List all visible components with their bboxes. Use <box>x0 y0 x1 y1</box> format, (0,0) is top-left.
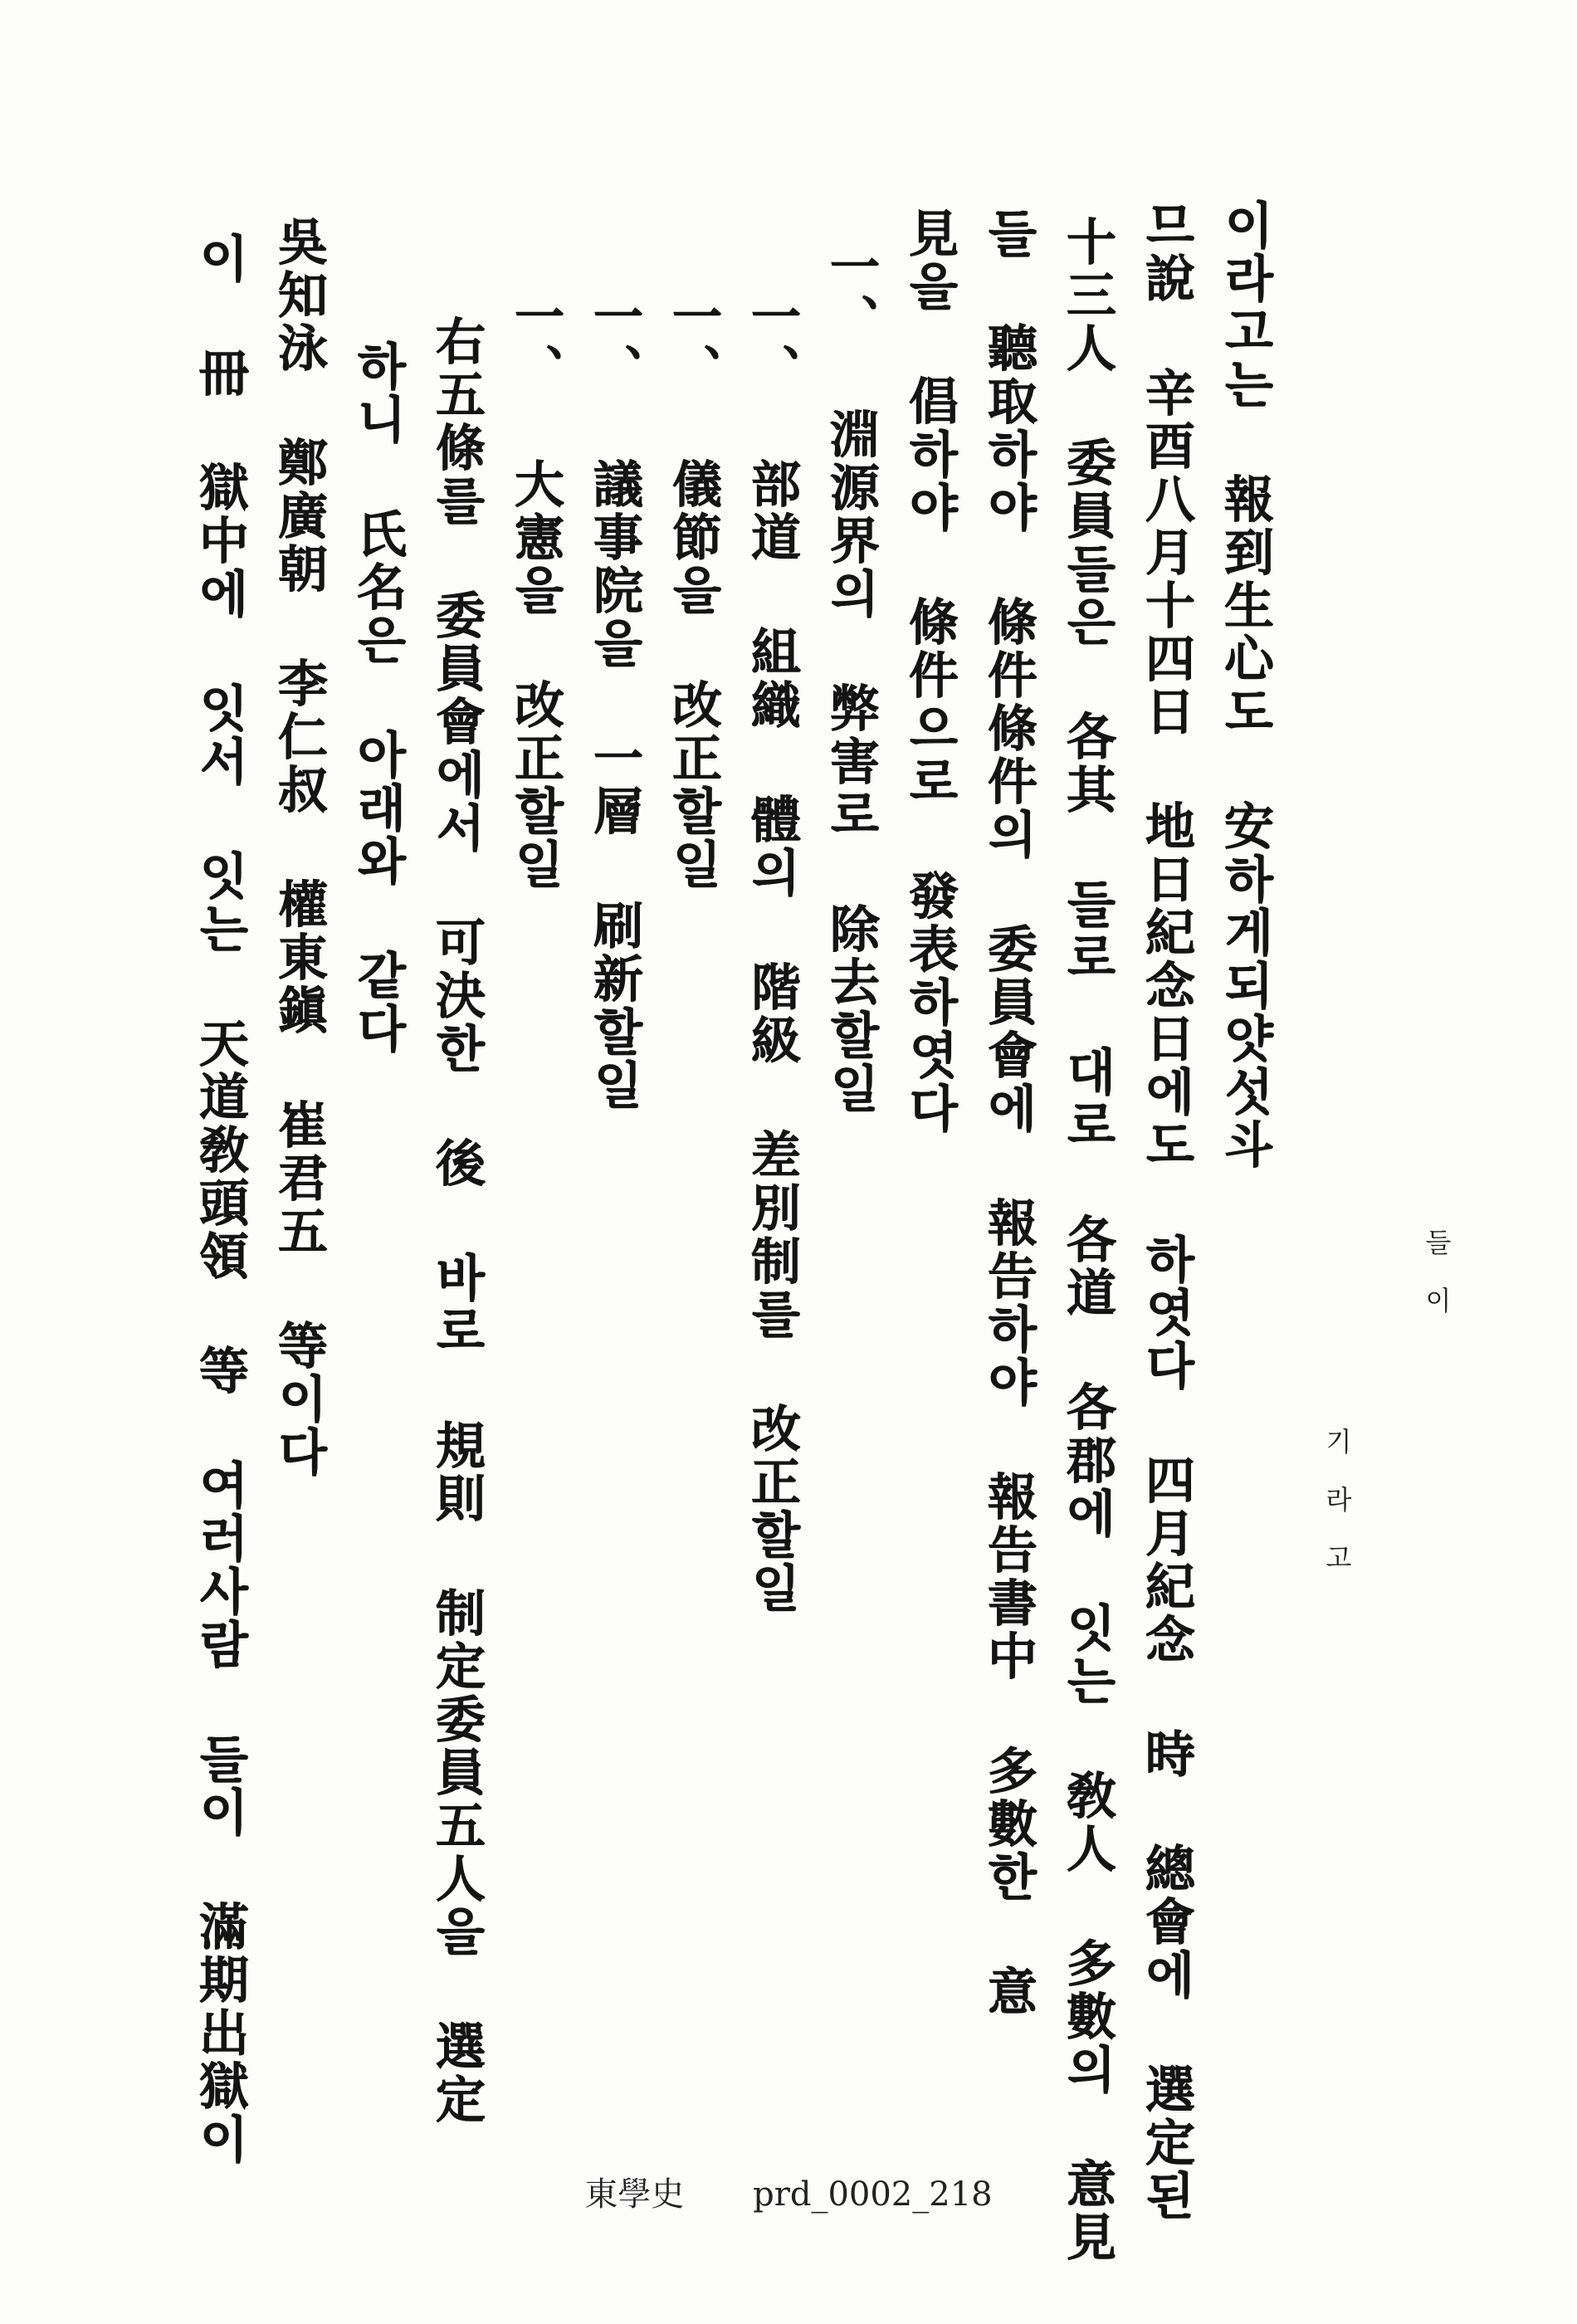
manuscript-column-10: 一、 大憲을 改正할일 <box>506 290 564 891</box>
manuscript-column-7: 一、 部道 組織 體의 階級 差別制를 改正할일 <box>743 290 801 1615</box>
manuscript-column-13: 吳知泳 鄭廣朝 李仁叔 權東鎭 崔君五 等이다 <box>270 216 328 1479</box>
manuscript-column-1: 이라고는 報到生心도 安하게되얏섯斗 <box>1216 199 1274 1172</box>
manuscript-column-14: 이 冊 獄中에 잇서 잇는 天道敎頭領 等 여러사람 들이 滿期出獄이 <box>191 232 249 2166</box>
page-id: prd_0002_218 <box>753 2175 993 2214</box>
manuscript-column-11: 右五條를 委員會에서 可決한 後 바로 規則 制定委員五人을 選定 <box>427 315 486 2126</box>
manuscript-column-2: 므說 辛酉八月十四日 地日紀念日에도 하엿다 四月紀念 時 總會에 選定된 <box>1137 199 1195 2223</box>
manuscript-column-4: 들 聽取하야 條件條件의 委員會에 報告하야 報告書中 多數한 意 <box>979 208 1038 2019</box>
manuscript-column-3: 十三人 委員들은 各其 들로 대로 各道 各郡에 잇는 敎人 多數의 意見 <box>1058 216 1116 2264</box>
margin-note: 들 이 <box>1421 1228 1452 1313</box>
page-footer <box>0 2168 1577 2215</box>
manuscript-column-6: 一、 淵源界의 弊害로 除去할일 <box>822 241 880 1116</box>
manuscript-column-9: 一、 議事院을 一層 刷新할일 <box>585 290 643 1112</box>
manuscript-column-5: 見을 倡하야 條件으로 發表하엿다 <box>901 208 959 1135</box>
manuscript-column-8: 一、 儀節을 改正할일 <box>664 290 722 891</box>
book-title: 東學史 <box>584 2175 685 2214</box>
manuscript-column-12: 하니 氏名은 아래와 같다 <box>349 340 407 1056</box>
margin-note: 기 라 고 <box>1321 1428 1353 1570</box>
